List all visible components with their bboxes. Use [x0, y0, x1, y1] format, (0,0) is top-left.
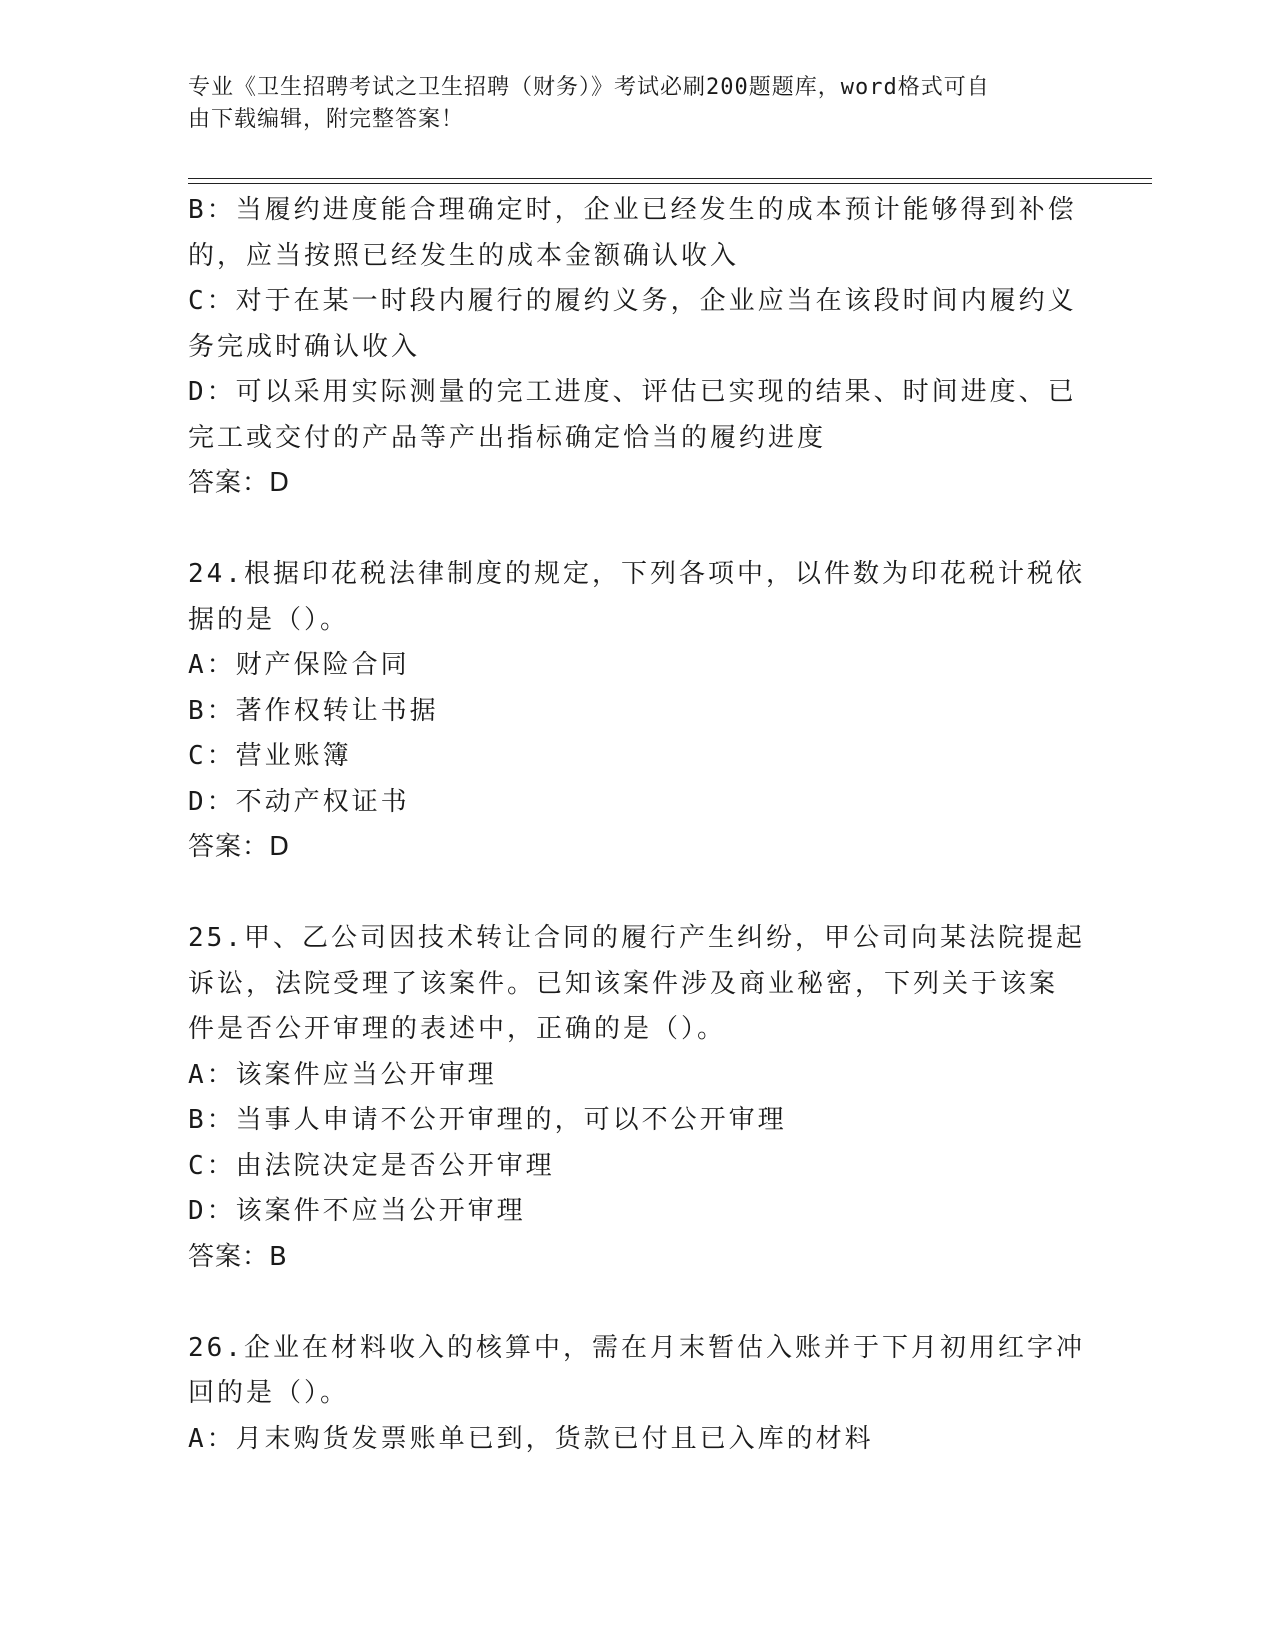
question-content: [188, 188, 1088, 1462]
question-text-line-1: 26.企业在材料收入的核算中，需在月末暂估入账并于下月初用红字冲: [188, 1332, 1085, 1363]
header-line-1: 专业《卫生招聘考试之卫生招聘（财务）》考试必刷200题题库，word格式可自: [188, 75, 990, 100]
option-b-line-1: B：当履约进度能合理确定时，企业已经发生的成本预计能够得到补偿: [188, 195, 1077, 225]
question-text-line-3: 件是否公开审理的表述中，正确的是（）。: [188, 1014, 727, 1044]
option-a: A：财产保险合同: [188, 650, 410, 680]
question-26: [188, 1326, 1088, 1463]
option-a: A：月末购货发票账单已到，货款已付且已入库的材料: [188, 1423, 874, 1454]
option-d: D：该案件不应当公开审理: [188, 1196, 526, 1226]
option-c-line-2: 务完成时确认收入: [188, 331, 421, 362]
page-header: [188, 72, 1068, 136]
option-b: B：著作权转让书据: [188, 695, 439, 726]
question-text-line-2: 回的是（）。: [188, 1378, 350, 1408]
option-b: B：当事人申请不公开审理的，可以不公开审理: [188, 1105, 787, 1135]
option-d-line-1: D：可以采用实际测量的完工进度、评估已实现的结果、时间进度、已: [188, 377, 1077, 407]
question-text-line-1: 24.根据印花税法律制度的规定，下列各项中，以件数为印花税计税依: [188, 559, 1085, 589]
question-24: [188, 552, 1088, 871]
option-d-line-2: 完工或交付的产品等产出指标确定恰当的履约进度: [188, 422, 827, 453]
spacer: [188, 1280, 1088, 1326]
header-rule-top: [188, 178, 1152, 179]
option-d: D：不动产权证书: [188, 786, 410, 817]
answer-line: 答案：B: [188, 1241, 288, 1272]
question-text-line-2: 诉讼，法院受理了该案件。已知该案件涉及商业秘密，下列关于该案: [188, 968, 1059, 999]
spacer: [188, 507, 1088, 553]
option-c-line-1: C：对于在某一时段内履行的履约义务，企业应当在该段时间内履约义: [188, 286, 1077, 316]
question-25: [188, 916, 1088, 1280]
question-text-line-2: 据的是（）。: [188, 604, 350, 635]
option-b-line-2: 的，应当按照已经发生的成本金额确认收入: [188, 240, 740, 271]
question-23-continued: [188, 188, 1088, 507]
option-c: C：营业账簿: [188, 741, 352, 771]
header-line-2: 由下载编辑，附完整答案！: [188, 107, 465, 132]
answer-line: 答案：D: [188, 832, 291, 862]
answer-line: 答案：D: [188, 468, 291, 498]
question-text-line-1: 25.甲、乙公司因技术转让合同的履行产生纠纷，甲公司向某法院提起: [188, 923, 1085, 953]
spacer: [188, 871, 1088, 917]
option-a: A：该案件应当公开审理: [188, 1059, 497, 1090]
option-c: C：由法院决定是否公开审理: [188, 1150, 555, 1181]
header-rule-bottom: [188, 183, 1152, 184]
